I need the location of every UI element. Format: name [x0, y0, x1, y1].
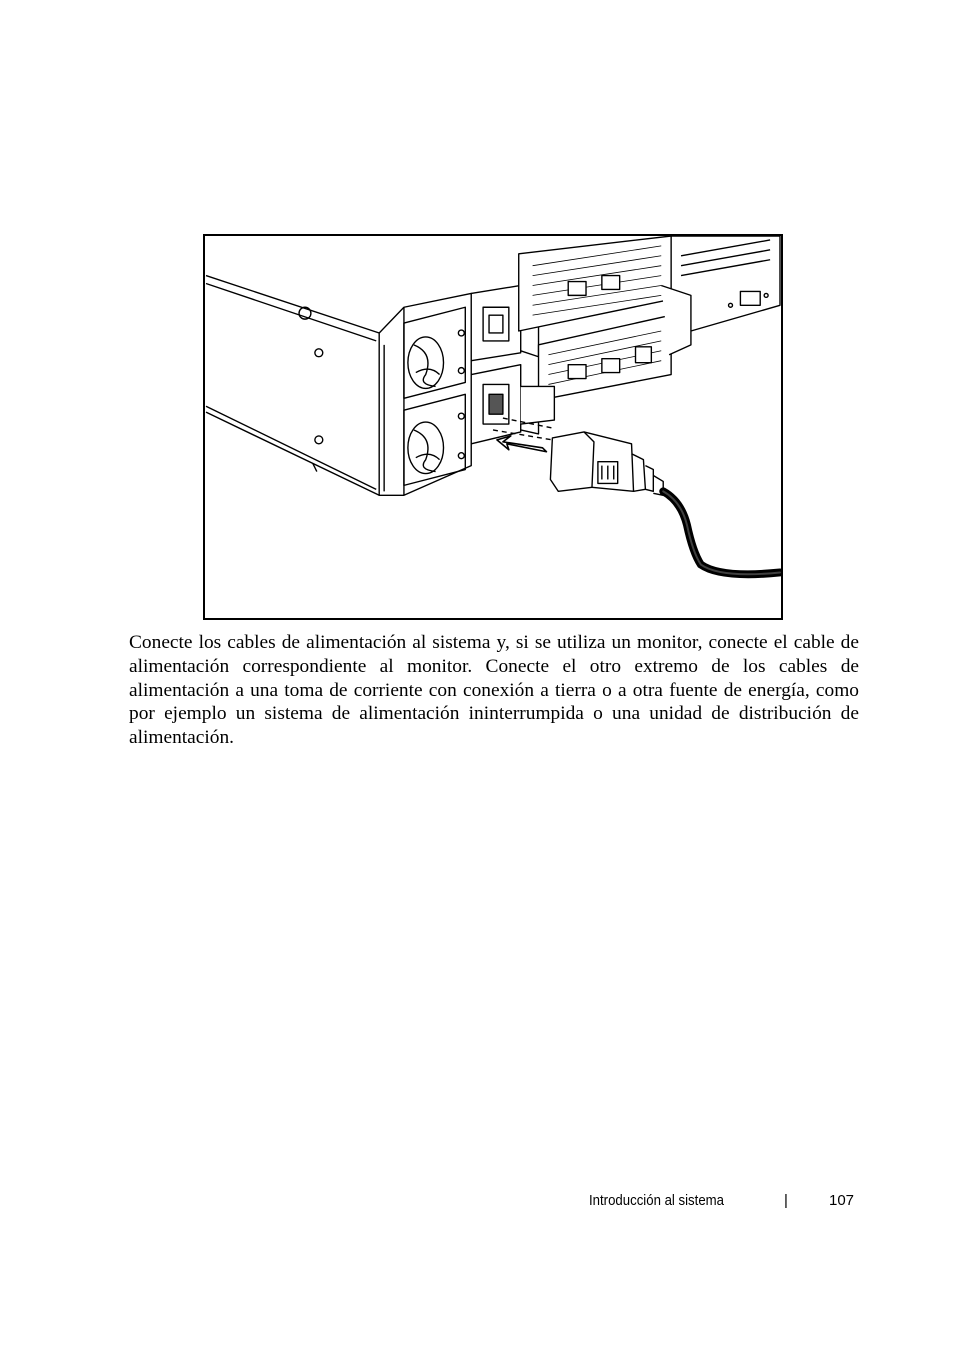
- psu-bay-frame: [379, 293, 471, 495]
- page-number: 107: [829, 1192, 855, 1209]
- page-footer: [0, 1192, 954, 1216]
- power-plug: [550, 432, 663, 495]
- cable-bracket: [521, 386, 555, 424]
- footer-separator: |: [784, 1192, 788, 1209]
- rear-io-panels: [519, 236, 780, 400]
- instruction-paragraph: Conecte los cables de alimentación al sistema y, si se utiliza un monitor, conecte el cable de alimentación correspondiente al monitor. Conecte el otro extremo de los cables de alimentación a una toma de corriente con conexión a tierra o a otra fuente de energía, como por ejemplo un sistema de alimentación ininterrumpida o una unidad de distribución de alimentación.: [129, 632, 859, 749]
- chassis-side-panel: [206, 276, 379, 496]
- server-rear-power-diagram: [205, 236, 781, 618]
- footer-section-title: Introducción al sistema: [589, 1192, 724, 1209]
- power-cable: [663, 491, 780, 574]
- power-cable-illustration: [203, 234, 783, 620]
